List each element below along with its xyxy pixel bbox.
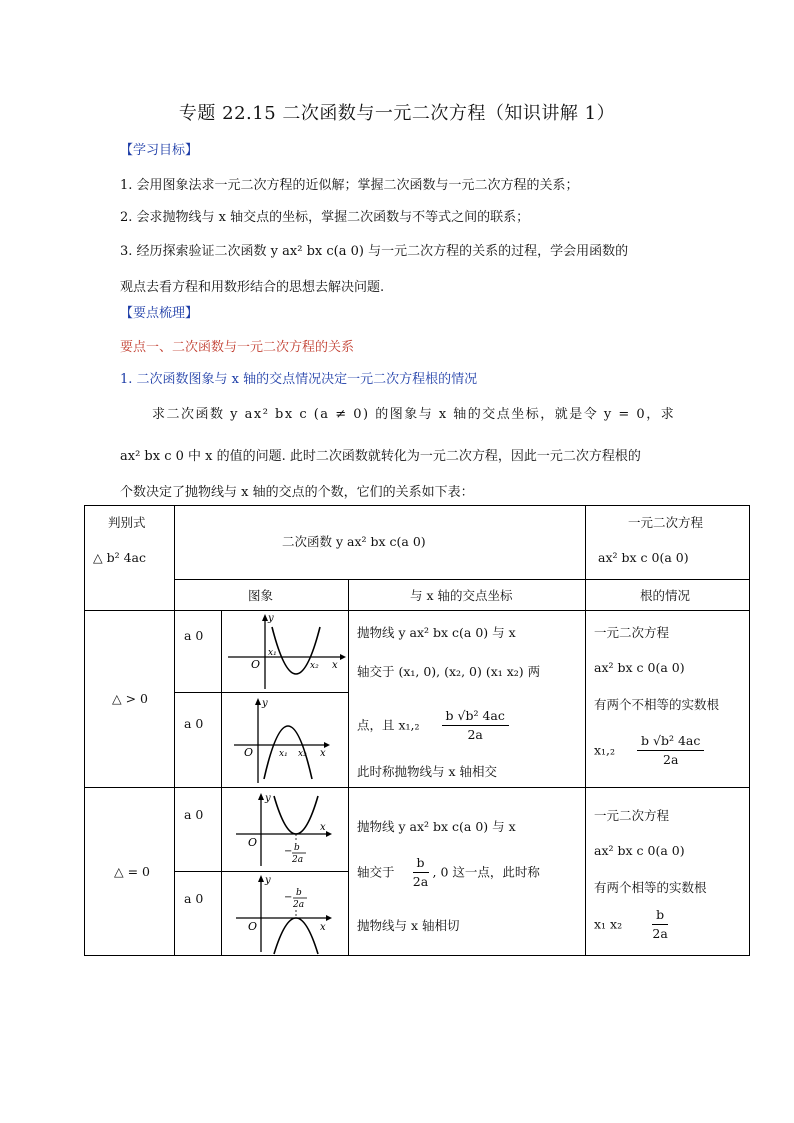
row1-roots-line1: 一元二次方程 — [594, 625, 670, 640]
row1-intersect-fraction — [442, 708, 509, 744]
row2-intersect-line3: 抛物线与 x 轴相切 — [357, 918, 460, 933]
graph-downward-tangent — [222, 872, 348, 955]
intersect-prefix: 轴交于 — [357, 864, 395, 880]
x-axis-label: x — [332, 660, 338, 671]
fraction-denominator: 2a — [412, 874, 429, 890]
vertex-den: 2a — [293, 900, 305, 910]
row2-intersect-fraction — [413, 855, 429, 891]
vertex-den: 2a — [292, 855, 304, 865]
row2-roots-line2: ax² bx c 0(a 0) — [594, 843, 685, 858]
x-axis-label: x — [320, 748, 326, 759]
row1-a-negative: a 0 — [184, 716, 204, 731]
points-header: 【要点梳理】 — [120, 306, 199, 321]
subheader-roots: 根的情况 — [640, 588, 691, 603]
row2-roots-fraction — [652, 907, 668, 943]
goal-1: 1. 会用图象法求一元二次方程的近似解；掌握二次函数与一元二次方程的关系； — [120, 178, 579, 193]
x-axis-label: x — [320, 822, 326, 833]
x1-label: x₁ — [268, 648, 277, 658]
header-discriminant-formula: △ b² 4ac — [93, 550, 146, 565]
header-equation-label: 一元二次方程 — [628, 515, 704, 530]
header-equation-formula: ax² bx c 0(a 0) — [598, 550, 689, 565]
row2-roots-line3: 有两个相等的实数根 — [594, 880, 707, 895]
goal-3: 3. 经历探索验证二次函数 y ax² bx c(a 0) 与一元二次方程的关系的过程，学会用函数的 — [120, 244, 629, 259]
x2-label: x₂ — [298, 749, 307, 759]
y-axis-label: y — [262, 698, 268, 709]
point-1-heading: 要点一、二次函数与一元二次方程的关系 — [120, 340, 355, 355]
x1-label: x₁ — [279, 749, 288, 759]
y-axis-label: y — [268, 613, 274, 624]
row2-roots-line1: 一元二次方程 — [594, 808, 670, 823]
minus-sign: − — [284, 846, 293, 857]
row1-intersect-line4: 此时称抛物线与 x 轴相交 — [357, 764, 497, 779]
fraction-numerator: b √b² 4ac — [637, 733, 704, 751]
origin-label: O — [244, 746, 254, 759]
row2-a-positive: a 0 — [184, 807, 204, 822]
minus-sign: − — [284, 892, 293, 903]
fraction-numerator: b √b² 4ac — [442, 708, 509, 726]
row1-roots-formula — [594, 733, 704, 769]
origin-label: O — [248, 836, 258, 849]
row1-intersect-line2: 轴交于 (x₁, 0), (x₂, 0) (x₁ x₂) 两 — [357, 664, 541, 679]
header-quadratic-function: 二次函数 y ax² bx c(a 0) — [282, 534, 426, 549]
fraction-denominator: 2a — [652, 926, 668, 942]
x2-label: x₂ — [310, 661, 319, 671]
sub-heading-1: 1. 二次函数图象与 x 轴的交点情况决定一元二次方程根的情况 — [120, 372, 478, 387]
row2-intersect-line2 — [357, 855, 540, 891]
goal-2: 2. 会求抛物线与 x 轴交点的坐标，掌握二次函数与不等式之间的联系； — [120, 210, 530, 225]
row2-intersect-line1: 抛物线 y ax² bx c(a 0) 与 x — [357, 819, 516, 834]
row1-intersect-line1: 抛物线 y ax² bx c(a 0) 与 x — [357, 625, 516, 640]
row1-a-positive: a 0 — [184, 628, 204, 643]
row2-delta: △ = 0 — [114, 864, 150, 879]
subheader-intersection: 与 x 轴的交点坐标 — [410, 588, 513, 603]
row2-roots-formula — [594, 907, 668, 943]
row1-roots-line3: 有两个不相等的实数根 — [594, 697, 720, 712]
fraction-numerator: b — [413, 855, 429, 873]
subheader-graph: 图象 — [248, 588, 274, 603]
y-axis-label: y — [265, 793, 271, 804]
row1-intersect-prefix: 点，且 x₁,₂ — [357, 717, 420, 733]
x-axis-label: x — [320, 922, 326, 933]
row1-intersect-line3 — [357, 708, 509, 744]
header-discriminant-label: 判别式 — [108, 515, 146, 530]
row2-a-negative: a 0 — [184, 891, 204, 906]
fraction-denominator: 2a — [663, 752, 679, 768]
vertex-num: b — [294, 843, 300, 853]
graph-upward-tangent — [222, 788, 348, 871]
y-axis-label: y — [265, 875, 271, 886]
body-line-3: 个数决定了抛物线与 x 轴的交点的个数，它们的关系如下表： — [120, 485, 474, 500]
body-line-2: ax² bx c 0 中 x 的值的问题. 此时二次函数就转化为一元二次方程，因此一元二次方程根的 — [120, 449, 641, 464]
page-title: 专题 22.15 二次函数与一元二次方程（知识讲解 1） — [178, 103, 616, 124]
origin-label: O — [251, 658, 261, 671]
fraction-numerator: b — [652, 907, 668, 925]
fraction-denominator: 2a — [467, 727, 483, 743]
row1-delta: △ > 0 — [112, 691, 148, 706]
body-line-1: 求二次函数 y ax² bx c (a ≠ 0) 的图象与 x 轴的交点坐标，就是令 y = 0，求 — [152, 407, 676, 422]
graph-upward-two-roots — [222, 611, 348, 692]
row1-roots-fraction — [637, 733, 704, 769]
row1-roots-line2: ax² bx c 0(a 0) — [594, 660, 685, 675]
goals-header: 【学习目标】 — [120, 143, 199, 158]
vertex-num: b — [296, 888, 302, 898]
roots-prefix: x₁,₂ — [594, 742, 616, 758]
goal-3-cont: 观点去看方程和用数形结合的思想去解决问题. — [120, 280, 385, 295]
graph-downward-two-roots — [222, 693, 348, 787]
roots-prefix: x₁ x₂ — [594, 916, 623, 932]
intersect-suffix: , 0 这一点，此时称 — [432, 864, 540, 880]
origin-label: O — [248, 920, 258, 933]
